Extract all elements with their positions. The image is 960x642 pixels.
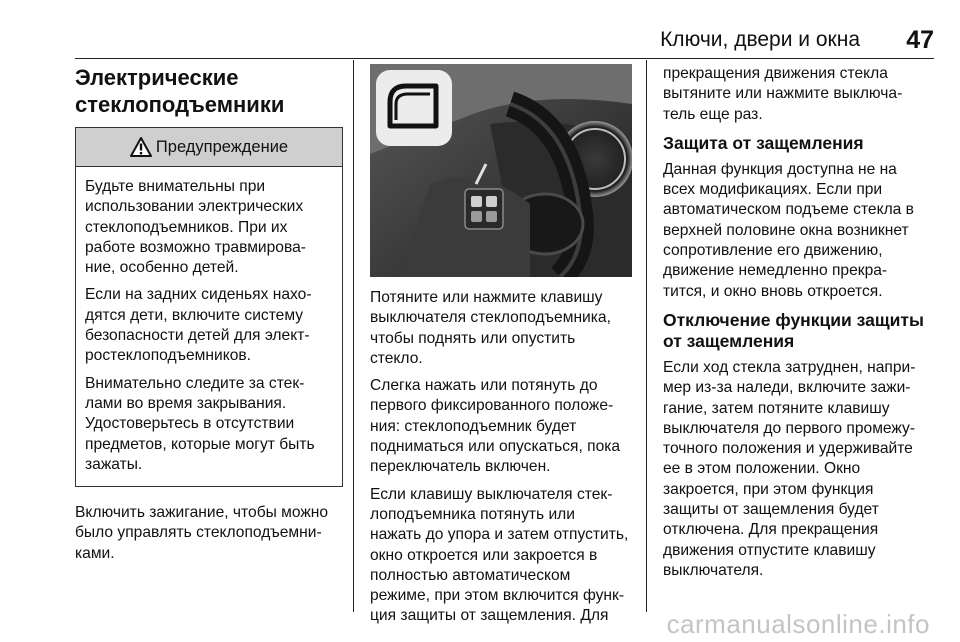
text-line: движение немедленно прекра- xyxy=(663,262,888,280)
subheading-line: Защита от защемления xyxy=(663,132,864,153)
text-line: автоматическом подъеме стекла в xyxy=(663,201,914,219)
text-line: Если на задних сиденьях нахо- xyxy=(85,286,312,304)
text-line: выключателя стеклоподъемника, xyxy=(370,309,611,327)
text-line: тится, и окно вновь откроется. xyxy=(663,282,883,300)
text-line: безопасности детей для элект- xyxy=(85,327,310,345)
page-header-title: Ключи, двери и окна xyxy=(660,28,860,51)
disable-anti-pinch-paragraph xyxy=(663,358,933,581)
text-line: зажаты. xyxy=(85,455,143,473)
column-2 xyxy=(370,64,635,634)
text-line: всех модификациях. Если при xyxy=(663,181,883,199)
instruction-paragraph-2 xyxy=(370,376,635,477)
text-line: прекращения движения стекла xyxy=(663,65,888,82)
text-line: было управлять стеклоподъемни- xyxy=(75,524,322,542)
text-line: движения отпустите клавишу xyxy=(663,541,876,559)
warning-title: Предупреждение xyxy=(155,137,289,156)
column-3 xyxy=(663,64,933,588)
ignition-paragraph xyxy=(75,503,343,564)
text-line: закроется, при этом функция xyxy=(663,480,874,498)
text-line: Будьте внимательны при xyxy=(85,178,266,195)
section-title-line: стеклоподъемники xyxy=(75,92,285,117)
text-line: мер из-за наледи, включите зажи- xyxy=(663,379,911,397)
continued-paragraph xyxy=(663,64,933,125)
section-title-line: Электрические xyxy=(75,65,239,90)
warning-triangle-icon xyxy=(130,137,152,157)
text-line: переключатель включен. xyxy=(370,458,551,476)
text-line: защиты от защемления будет xyxy=(663,501,879,519)
text-line: выключателя. xyxy=(663,561,764,579)
text-line: ее в этом положении. Окно xyxy=(663,460,861,478)
text-line: Удостоверьтесь в отсутствии xyxy=(85,415,295,433)
text-line: Включить зажигание, чтобы можно xyxy=(75,504,329,522)
text-line: стеклоподъемников. При их xyxy=(85,218,288,236)
text-line: дятся дети, включите систему xyxy=(85,306,304,324)
subheading-disable-anti-pinch xyxy=(663,310,933,352)
text-line: чтобы поднять или опустить xyxy=(370,329,576,347)
warning-body xyxy=(76,167,342,486)
text-line: сопротивление его движению, xyxy=(663,242,883,260)
text-line: использовании электрических xyxy=(85,198,304,216)
text-line: режиме, при этом включится функ- xyxy=(370,587,625,605)
text-line: работе возможно травмирова- xyxy=(85,238,306,256)
text-line: стекло. xyxy=(370,349,423,367)
text-line: верхней половине окна возникнет xyxy=(663,221,909,239)
text-line: подниматься или опускаться, пока xyxy=(370,438,621,456)
warning-box xyxy=(75,127,343,487)
subheading-line: от защемления xyxy=(663,330,795,351)
warning-paragraph-3 xyxy=(85,374,332,475)
warning-paragraph-2 xyxy=(85,285,332,366)
text-line: Внимательно следите за стек- xyxy=(85,374,305,392)
text-line: лами во время закрывания. xyxy=(85,394,287,412)
text-line: гание, затем потяните клавишу xyxy=(663,399,890,417)
text-line: окно откроется или закроется в xyxy=(370,546,598,564)
instruction-paragraph-1 xyxy=(370,288,635,369)
text-line: ция защиты от защемления. Для xyxy=(370,607,609,625)
section-title xyxy=(75,64,343,118)
warning-header xyxy=(76,128,342,167)
text-line: тель еще раз. xyxy=(663,105,763,123)
page-number: 47 xyxy=(906,26,934,54)
subheading-anti-pinch xyxy=(663,133,933,154)
text-line: лоподъемника потянуть или xyxy=(370,505,575,523)
subheading-line: Отключение функции защиты xyxy=(663,309,924,330)
text-line: ния: стеклоподъемник будет xyxy=(370,417,577,435)
text-line: Слегка нажать или потянуть до xyxy=(370,377,598,395)
instruction-paragraph-3 xyxy=(370,485,635,627)
anti-pinch-paragraph xyxy=(663,160,933,302)
page-header xyxy=(0,26,960,56)
text-line: ками. xyxy=(75,544,115,562)
column-1 xyxy=(75,64,343,571)
text-line: отключена. Для прекращения xyxy=(663,521,879,539)
warning-paragraph-1 xyxy=(85,177,332,278)
column-divider-2 xyxy=(646,60,647,612)
text-line: выключателя до первого промежу- xyxy=(663,419,916,437)
text-line: ростеклоподъемников. xyxy=(85,347,252,365)
header-divider xyxy=(75,58,934,59)
text-line: точного положения и удерживайте xyxy=(663,440,913,458)
text-line: Потяните или нажмите клавишу xyxy=(370,289,603,306)
window-switch-illustration xyxy=(370,64,632,277)
text-line: первого фиксированного положе- xyxy=(370,397,614,415)
text-line: Если ход стекла затруднен, напри- xyxy=(663,358,916,376)
text-line: вытяните или нажмите выключа- xyxy=(663,85,903,103)
text-line: нажать до упора и затем отпустить, xyxy=(370,526,629,544)
text-line: Данная функция доступна не на xyxy=(663,160,897,178)
text-line: Если клавишу выключателя стек- xyxy=(370,485,613,503)
text-line: предметов, которые могут быть xyxy=(85,435,315,453)
column-divider-1 xyxy=(353,60,354,612)
text-line: ние, особенно детей. xyxy=(85,259,239,277)
text-line: полностью автоматическом xyxy=(370,566,571,584)
watermark: carmanualsonline.info xyxy=(666,609,930,639)
